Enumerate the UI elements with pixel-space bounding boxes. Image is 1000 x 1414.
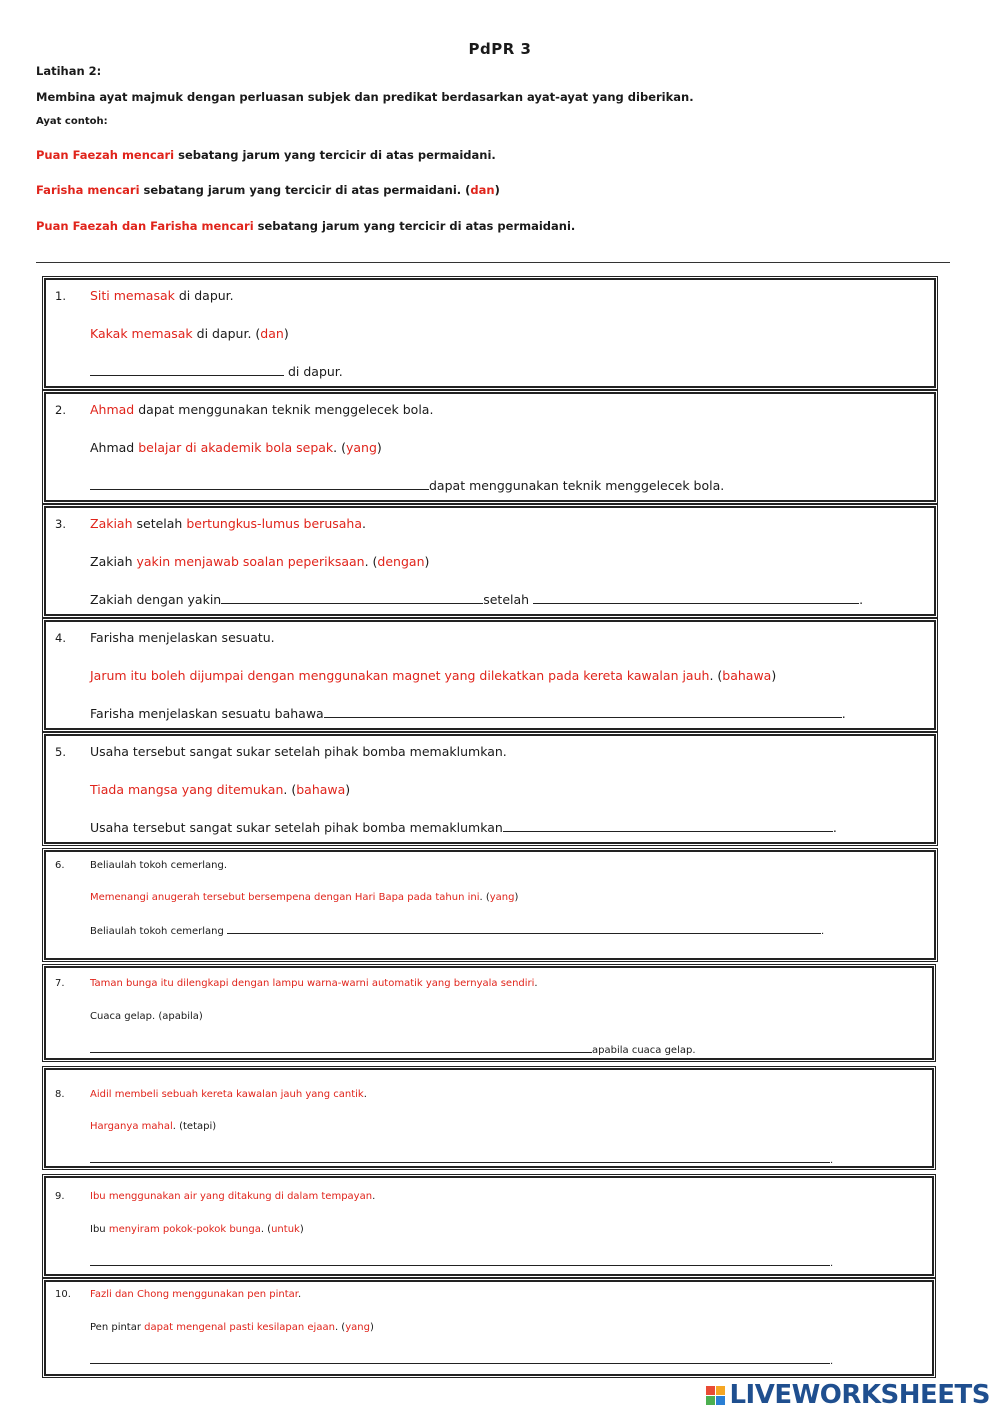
question-box-7 [44,966,934,1060]
question-box-10 [44,1280,934,1376]
question-number: 6. [55,860,65,871]
question-number: 4. [55,631,66,645]
liveworksheets-logo[interactable] [706,1380,990,1410]
answer-line: Farisha menjelaskan sesuatu bahawa . [90,706,846,721]
question-box-8 [44,1068,934,1168]
answer-line: . [90,1354,833,1367]
answer-line: . [90,1256,833,1269]
answer-line: di dapur. [90,364,343,379]
sentence-a: Usaha tersebut sangat sukar setelah pihak bomba memaklumkan. [90,744,507,759]
answer-blank[interactable] [90,364,284,376]
sentence-b: Harganya mahal. (tetapi) [90,1121,217,1132]
question-box-6 [44,850,936,960]
sentence-a: Taman bunga itu dilengkapi dengan lampu warna-warni automatik yang bernyala sendiri. [90,978,538,989]
instruction-text: Membina ayat majmuk dengan perluasan subjek dan predikat berdasarkan ayat-ayat yang diberikan. [36,90,694,104]
answer-line: Usaha tersebut sangat sukar setelah pihak bomba memaklumkan . [90,820,837,835]
question-box-5 [44,734,936,844]
answer-blank[interactable] [227,924,821,934]
sentence-b: Pen pintar dapat mengenal pasti kesilapan ejaan. (yang) [90,1322,374,1333]
question-number: 9. [55,1191,65,1202]
sentence-a: Zakiah setelah bertungkus-lumus berusaha. [90,516,366,531]
sentence-a: Ahmad dapat menggunakan teknik menggelecek bola. [90,402,434,417]
sentence-b: Jarum itu boleh dijumpai dengan menggunakan magnet yang dilekatkan pada kereta kawalan jauh. (bahawa) [90,668,777,683]
sentence-a: Siti memasak di dapur. [90,288,234,303]
separator-line [36,262,950,263]
question-number: 8. [55,1089,65,1100]
sentence-a: Farisha menjelaskan sesuatu. [90,630,275,645]
example-line-2: Farisha mencari sebatang jarum yang tercicir di atas permaidani. (dan) [36,183,500,197]
answer-blank[interactable] [90,1043,592,1053]
brand-text: LIVEWORKSHEETS [729,1380,990,1410]
question-number: 7. [55,978,65,989]
exercise-label: Latihan 2: [36,64,102,78]
logo-tile [716,1396,725,1405]
sentence-b: Cuaca gelap. (apabila) [90,1011,203,1022]
sentence-b: Memenangi anugerah tersebut bersempena dengan Hari Bapa pada tahun ini. (yang) [90,892,519,903]
question-number: 2. [55,403,66,417]
sentence-a: Aidil membeli sebuah kereta kawalan jauh yang cantik. [90,1089,367,1100]
question-box-1 [44,278,936,388]
sentence-b: Ibu menyiram pokok-pokok bunga. (untuk) [90,1224,304,1235]
question-number: 3. [55,517,66,531]
page-title: PdPR 3 [468,40,532,58]
question-box-4 [44,620,936,730]
sentence-b: Kakak memasak di dapur. (dan) [90,326,289,341]
answer-blank-1[interactable] [221,592,483,604]
sentence-b: Tiada mangsa yang ditemukan. (bahawa) [90,782,351,797]
sentence-b: Ahmad belajar di akademik bola sepak. (yang) [90,440,382,455]
sentence-b: Zakiah yakin menjawab soalan peperiksaan. (dengan) [90,554,430,569]
example-line-3: Puan Faezah dan Farisha mencari sebatang jarum yang tercicir di atas permaidani. [36,219,576,233]
logo-tile [716,1386,725,1395]
answer-line: . [90,1153,833,1166]
answer-line: Beliaulah tokoh cemerlang . [90,926,825,937]
sentence-a: Beliaulah tokoh cemerlang. [90,860,227,871]
question-number: 5. [55,745,66,759]
answer-blank[interactable] [90,1153,830,1163]
question-box-9 [44,1176,934,1276]
question-number: 10. [55,1289,71,1300]
answer-blank[interactable] [90,1354,830,1364]
answer-blank[interactable] [90,478,429,490]
question-box-3 [44,506,936,616]
answer-blank[interactable] [90,1256,830,1266]
sentence-a: Fazli dan Chong menggunakan pen pintar. [90,1289,302,1300]
answer-line: Zakiah dengan yakin setelah . [90,592,864,607]
example-line-1: Puan Faezah mencari sebatang jarum yang tercicir di atas permaidani. [36,148,496,162]
answer-line: apabila cuaca gelap. [90,1043,696,1056]
question-number: 1. [55,289,66,303]
logo-tiles-icon [706,1386,725,1405]
question-box-2 [44,392,936,502]
answer-blank-2[interactable] [533,592,859,604]
answer-blank[interactable] [324,706,842,718]
logo-tile [706,1396,715,1405]
sentence-a: Ibu menggunakan air yang ditakung di dalam tempayan. [90,1191,376,1202]
answer-blank[interactable] [503,820,833,832]
logo-tile [706,1386,715,1395]
answer-line: dapat menggunakan teknik menggelecek bola. [90,478,724,493]
example-label: Ayat contoh: [36,116,108,127]
